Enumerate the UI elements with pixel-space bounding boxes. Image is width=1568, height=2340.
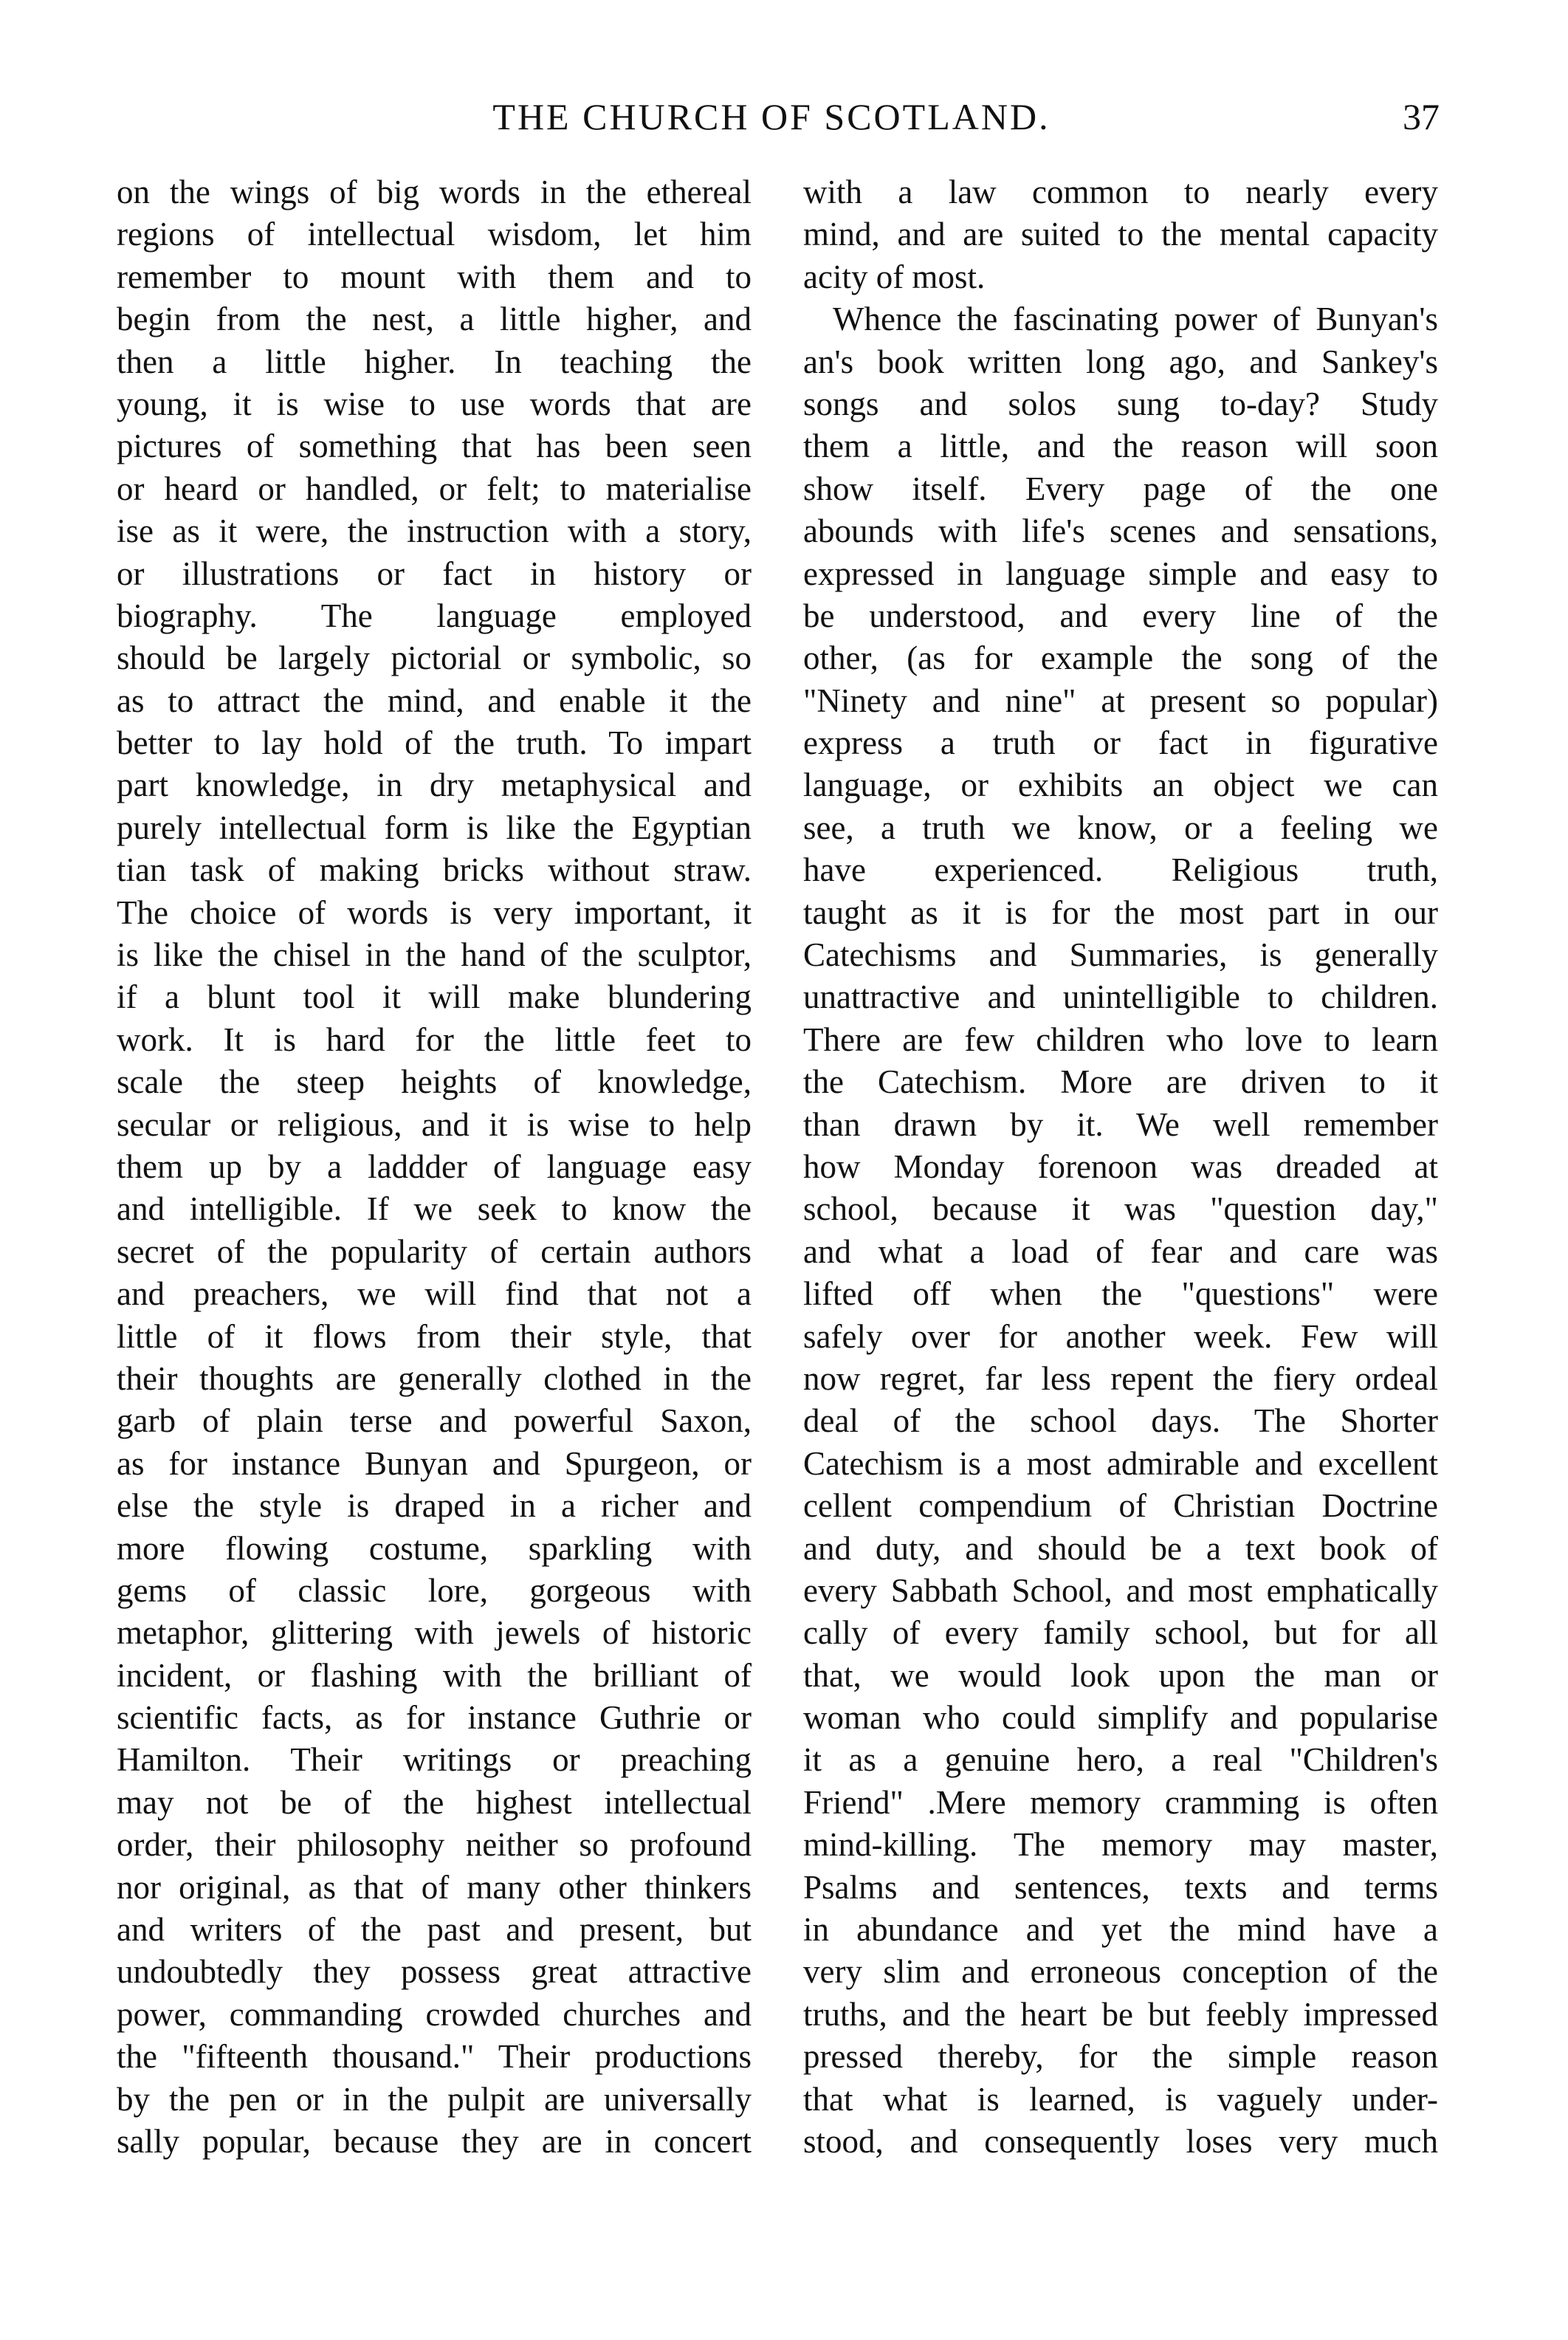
- text-line: and preachers, we will find that not a: [117, 1275, 752, 1313]
- text-line: Psalms and sentences, texts and terms: [803, 1868, 1438, 1906]
- text-line: young, it is wise to use words that are: [117, 385, 752, 422]
- text-line: their thoughts are generally clothed in the: [117, 1359, 752, 1397]
- text-line: little of it flows from their style, that: [117, 1317, 752, 1355]
- text-line: by the pen or in the pulpit are universally: [117, 2080, 752, 2118]
- text-line: incident, or flashing with the brilliant of: [117, 1656, 752, 1694]
- text-line: part knowledge, in dry metaphysical and: [117, 766, 752, 804]
- text-line: safely over for another week. Few will: [803, 1317, 1438, 1355]
- text-line: and writers of the past and present, but: [117, 1911, 752, 1949]
- text-line: as to attract the mind, and enable it the: [117, 682, 752, 719]
- text-line: may not be of the highest intellectual: [117, 1783, 752, 1821]
- text-line: work. It is hard for the little feet to: [117, 1020, 752, 1058]
- text-line: secret of the popularity of certain authors: [117, 1232, 752, 1270]
- text-line: stood, and consequently loses very much: [803, 2122, 1438, 2160]
- text-line: language, or exhibits an object we can: [803, 766, 1438, 804]
- text-line: remember to mount with them and to: [117, 258, 752, 295]
- text-line: then a little higher. In teaching the: [117, 343, 752, 380]
- text-line: Catechism is a most admirable and excellent: [803, 1444, 1438, 1482]
- text-line: than drawn by it. We well remember: [803, 1105, 1438, 1143]
- text-line: ise as it were, the instruction with a story,: [117, 512, 752, 550]
- text-line: scale the steep heights of knowledge,: [117, 1063, 752, 1101]
- text-line: should be largely pictorial or symbolic, so: [117, 639, 752, 677]
- text-line: tian task of making bricks without straw.: [117, 851, 752, 889]
- text-line: the Catechism. More are driven to it: [803, 1063, 1438, 1101]
- text-line: on the wings of big words in the ethereal: [117, 174, 752, 210]
- text-line: begin from the nest, a little higher, and: [117, 301, 752, 338]
- text-line: mind, and are suited to the mental capacity: [803, 216, 1438, 253]
- text-line: or illustrations or fact in history or: [117, 555, 752, 592]
- text-line: be understood, and every line of the: [803, 597, 1438, 634]
- text-line: cellent compendium of Christian Doctrine: [803, 1487, 1438, 1525]
- text-line: woman who could simplify and popularise: [803, 1699, 1438, 1737]
- text-line: else the style is draped in a richer and: [117, 1487, 752, 1525]
- left-text-column: [117, 171, 752, 2163]
- text-line: power, commanding crowded churches and: [117, 1995, 752, 2033]
- text-line: metaphor, glittering with jewels of historic: [117, 1614, 752, 1652]
- text-line: more flowing costume, sparkling with: [117, 1529, 752, 1567]
- text-line: them up by a laddder of language easy: [117, 1147, 752, 1185]
- text-line: garb of plain terse and powerful Saxon,: [117, 1402, 752, 1440]
- text-line: show itself. Every page of the one: [803, 470, 1438, 507]
- text-line: how Monday forenoon was dreaded at: [803, 1147, 1438, 1185]
- page-header: [103, 87, 1440, 146]
- text-line: taught as it is for the most part in our: [803, 893, 1438, 931]
- text-line: better to lay hold of the truth. To impart: [117, 724, 752, 762]
- text-line: very slim and erroneous conception of the: [803, 1953, 1438, 1991]
- text-line: biography. The language employed: [117, 597, 752, 634]
- text-line: or heard or handled, or felt; to materialise: [117, 470, 752, 507]
- text-line: mind-killing. The memory may master,: [803, 1826, 1438, 1864]
- text-line: school, because it was "question day,": [803, 1190, 1438, 1228]
- text-line: lifted off when the "questions" were: [803, 1275, 1438, 1313]
- text-line: nor original, as that of many other thinkers: [117, 1868, 752, 1906]
- text-line: deal of the school days. The Shorter: [803, 1402, 1438, 1440]
- text-line: as for instance Bunyan and Spurgeon, or: [117, 1444, 752, 1482]
- text-line: and duty, and should be a text book of: [803, 1529, 1438, 1567]
- text-line: sally popular, because they are in concert: [117, 2122, 752, 2160]
- text-line: the "fifteenth thousand." Their productions: [117, 2038, 752, 2076]
- text-line: if a blunt tool it will make blundering: [117, 978, 752, 1016]
- text-line: The choice of words is very important, it: [117, 893, 752, 931]
- text-line: Whence the fascinating power of Bunyan's: [833, 301, 1438, 338]
- text-line: order, their philosophy neither so profound: [117, 1826, 752, 1864]
- text-line: an's book written long ago, and Sankey's: [803, 343, 1438, 380]
- text-line: have experienced. Religious truth,: [803, 851, 1438, 889]
- right-text-column: [803, 171, 1438, 2163]
- text-line: that, we would look upon the man or: [803, 1656, 1438, 1694]
- page-number: 37: [1403, 96, 1440, 137]
- text-line: and what a load of fear and care was: [803, 1232, 1438, 1270]
- text-line: that what is learned, is vaguely under-: [803, 2080, 1438, 2118]
- text-line: regions of intellectual wisdom, let him: [117, 216, 752, 253]
- text-line: acity of most.: [803, 258, 986, 295]
- text-line: other, (as for example the song of the: [803, 639, 1438, 677]
- text-line: them a little, and the reason will soon: [803, 428, 1438, 465]
- text-line: pressed thereby, for the simple reason: [803, 2038, 1438, 2076]
- text-line: cally of every family school, but for all: [803, 1614, 1438, 1652]
- text-line: songs and solos sung to-day? Study: [803, 385, 1438, 422]
- text-line: and intelligible. If we seek to know the: [117, 1190, 752, 1228]
- text-line: "Ninety and nine" at present so popular): [803, 682, 1438, 719]
- text-line: in abundance and yet the mind have a: [803, 1911, 1438, 1949]
- text-line: scientific facts, as for instance Guthrie or: [117, 1699, 752, 1737]
- text-line: see, a truth we know, or a feeling we: [803, 809, 1438, 846]
- text-line: undoubtedly they possess great attractive: [117, 1953, 752, 1991]
- text-line: pictures of something that has been seen: [117, 428, 752, 465]
- text-line: gems of classic lore, gorgeous with: [117, 1571, 752, 1609]
- text-line: it as a genuine hero, a real "Children's: [803, 1741, 1438, 1779]
- running-title: THE CHURCH OF SCOTLAND.: [492, 96, 1051, 137]
- text-line: Hamilton. Their writings or preaching: [117, 1741, 752, 1779]
- text-line: expressed in language simple and easy to: [803, 555, 1438, 592]
- text-line: is like the chisel in the hand of the sculptor,: [117, 936, 752, 974]
- text-line: now regret, far less repent the fiery ordeal: [803, 1359, 1438, 1397]
- text-line: Friend" .Mere memory cramming is often: [803, 1783, 1438, 1821]
- text-line: There are few children who love to learn: [803, 1020, 1438, 1058]
- text-line: truths, and the heart be but feebly impressed: [803, 1995, 1438, 2033]
- text-line: abounds with life's scenes and sensations,: [803, 512, 1438, 550]
- text-line: every Sabbath School, and most emphatically: [803, 1571, 1438, 1609]
- text-line: purely intellectual form is like the Egyptian: [117, 809, 752, 846]
- text-line: unattractive and unintelligible to children.: [803, 978, 1438, 1016]
- text-line: with a law common to nearly every: [803, 174, 1438, 210]
- text-line: Catechisms and Summaries, is generally: [803, 936, 1438, 974]
- text-line: secular or religious, and it is wise to help: [117, 1105, 752, 1143]
- text-line: express a truth or fact in figurative: [803, 724, 1438, 762]
